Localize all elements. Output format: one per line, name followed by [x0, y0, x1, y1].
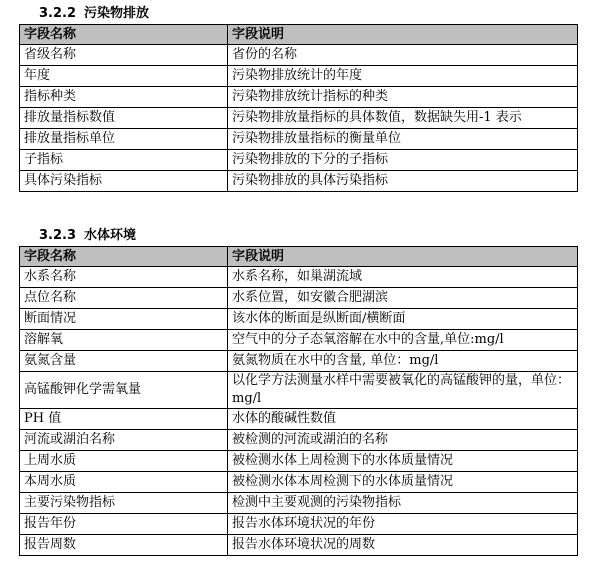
table-row	[20, 472, 578, 493]
field-name: PH 值	[20, 409, 228, 430]
table-row	[20, 267, 578, 288]
table-row	[20, 129, 578, 150]
table-row	[20, 150, 578, 171]
field-description: 该水体的断面是纵断面/横断面	[228, 309, 578, 330]
field-description: 空气中的分子态氧溶解在水中的含量,单位:mg/l	[228, 330, 578, 351]
field-name: 主要污染物指标	[20, 493, 228, 514]
field-description: 污染物排放统计的年度	[228, 66, 578, 87]
field-name: 上周水质	[20, 451, 228, 472]
field-name: 高锰酸钾化学需氧量	[20, 372, 228, 409]
field-description: 氨氮物质在水中的含量, 单位：mg/l	[228, 351, 578, 372]
field-description: 污染物排放统计指标的种类	[228, 87, 578, 108]
field-description: 检测中主要观测的污染物指标	[228, 493, 578, 514]
section-pollutant-emission	[19, 4, 577, 192]
table-row	[20, 66, 578, 87]
field-name: 水系名称	[20, 267, 228, 288]
field-description: 被检测水体上周检测下的水体质量情况	[228, 451, 578, 472]
section-heading	[19, 4, 577, 24]
section-water-environment	[19, 226, 577, 556]
field-description: 报告水体环境状况的周数	[228, 535, 578, 556]
field-description: 污染物排放的具体污染指标	[228, 171, 578, 192]
table-row	[20, 171, 578, 192]
section-heading	[19, 226, 577, 246]
table-row	[20, 514, 578, 535]
table-row	[20, 535, 578, 556]
field-description: 省份的名称	[228, 45, 578, 66]
field-description: 被检测水体本周检测下的水体质量情况	[228, 472, 578, 493]
field-description: 报告水体环境状况的年份	[228, 514, 578, 535]
field-name: 本周水质	[20, 472, 228, 493]
table-row	[20, 493, 578, 514]
field-table	[19, 246, 578, 556]
field-name: 排放量指标单位	[20, 129, 228, 150]
field-name: 排放量指标数值	[20, 108, 228, 129]
header-field-description: 字段说明	[228, 25, 578, 45]
table-row	[20, 372, 578, 409]
field-name: 具体污染指标	[20, 171, 228, 192]
field-name: 点位名称	[20, 288, 228, 309]
field-description: 污染物排放量指标的衡量单位	[228, 129, 578, 150]
field-name: 指标种类	[20, 87, 228, 108]
field-name: 断面情况	[20, 309, 228, 330]
table-header-row	[20, 247, 578, 267]
field-name: 年度	[20, 66, 228, 87]
table-row	[20, 330, 578, 351]
section-number: 3.2.3	[39, 228, 77, 243]
table-row	[20, 430, 578, 451]
field-description: 污染物排放的下分的子指标	[228, 150, 578, 171]
section-title: 污染物排放	[84, 6, 150, 21]
field-description: 水系名称，如巢湖流域	[228, 267, 578, 288]
field-name: 省级名称	[20, 45, 228, 66]
table-row	[20, 409, 578, 430]
field-name: 报告年份	[20, 514, 228, 535]
table-row	[20, 288, 578, 309]
table-row	[20, 87, 578, 108]
field-name: 河流或湖泊名称	[20, 430, 228, 451]
header-field-name: 字段名称	[20, 25, 228, 45]
field-description: 水系位置，如安徽合肥湖滨	[228, 288, 578, 309]
table-row	[20, 45, 578, 66]
field-description: 以化学方法测量水样中需要被氧化的高锰酸钾的量，单位：mg/l	[228, 372, 578, 409]
table-row	[20, 108, 578, 129]
section-title: 水体环境	[84, 228, 137, 243]
field-name: 报告周数	[20, 535, 228, 556]
table-row	[20, 309, 578, 330]
header-field-description: 字段说明	[228, 247, 578, 267]
field-name: 子指标	[20, 150, 228, 171]
table-row	[20, 351, 578, 372]
section-number: 3.2.2	[39, 6, 77, 21]
field-description: 污染物排放量指标的具体数值，数据缺失用-1 表示	[228, 108, 578, 129]
field-description: 被检测的河流或湖泊的名称	[228, 430, 578, 451]
field-name: 溶解氧	[20, 330, 228, 351]
field-table	[19, 24, 578, 192]
field-name: 氨氮含量	[20, 351, 228, 372]
header-field-name: 字段名称	[20, 247, 228, 267]
table-row	[20, 451, 578, 472]
field-description: 水体的酸碱性数值	[228, 409, 578, 430]
table-header-row	[20, 25, 578, 45]
